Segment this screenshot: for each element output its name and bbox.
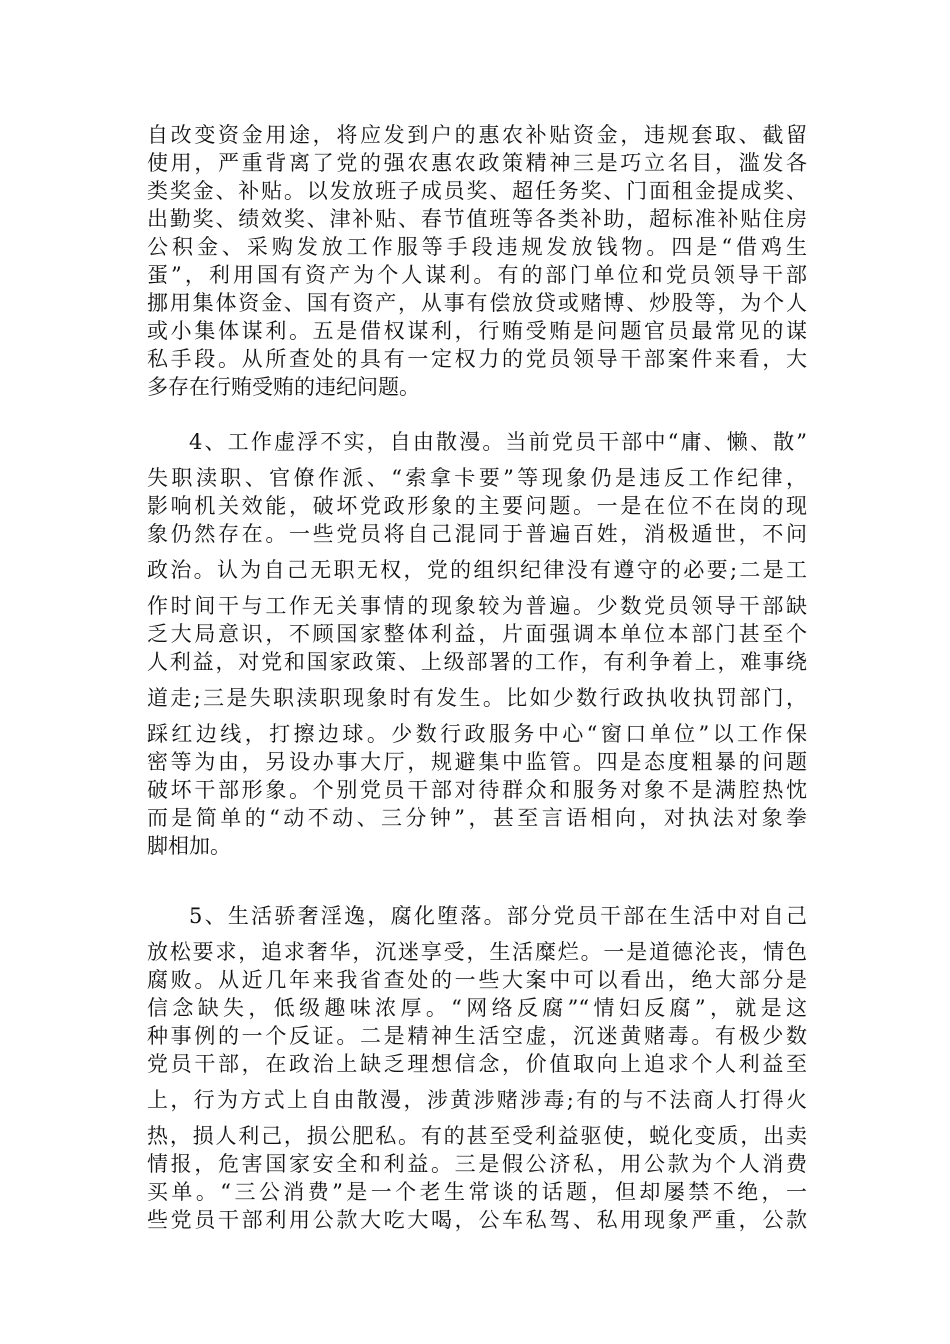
paragraph-line: 踩红边线，打擦边球。少数行政服务中心“窗口单位”以工作保: [147, 722, 807, 746]
paragraph-line: 私手段。从所查处的具有一定权力的党员领导干部案件来看，大: [147, 347, 807, 371]
paragraph-line: 而是简单的“动不动、三分钟”，甚至言语相向，对执法对象拳: [147, 806, 807, 830]
paragraph-line: 自改变资金用途，将应发到户的惠农补贴资金，违规套取、截留: [147, 123, 807, 147]
paragraph-line: 情报，危害国家安全和利益。三是假公济私，用公款为个人消费: [147, 1152, 807, 1176]
paragraph-3: [147, 902, 807, 1234]
paragraph-line: 影响机关效能，破坏党政形象的主要问题。一是在位不在岗的现: [147, 494, 807, 518]
paragraph-line: 热，损人利己，损公肥私。有的甚至受利益驱使，蜕化变质，出卖: [147, 1124, 807, 1148]
paragraph-line: 使用，严重背离了党的强农惠农政策精神三是巧立名目，滥发各: [147, 151, 807, 175]
paragraph-line: 党员干部，在政治上缺乏理想信念，价值取向上追求个人利益至: [147, 1052, 807, 1076]
paragraph-line: 脚相加。: [147, 834, 231, 858]
paragraph-line: 失职渎职、官僚作派、“索拿卡要”等现象仍是违反工作纪律，: [147, 466, 807, 490]
paragraph-line: 种事例的一个反证。二是精神生活空虚，沉迷黄赌毒。有极少数: [147, 1024, 807, 1048]
paragraph-line: 人利益，对党和国家政策、上级部署的工作，有利争着上，难事绕: [147, 650, 807, 674]
paragraph-line: 腐败。从近几年来我省查处的一些大案中可以看出，绝大部分是: [147, 968, 807, 992]
paragraph-line: 象仍然存在。一些党员将自己混同于普遍百姓，消极遁世，不问: [147, 522, 807, 546]
paragraph-line: 类奖金、补贴。以发放班子成员奖、超任务奖、门面租金提成奖、: [147, 179, 807, 203]
paragraph-line: 放松要求，追求奢华，沉迷享受，生活糜烂。一是道德沦丧，情色: [147, 940, 807, 964]
paragraph-line: 破坏干部形象。个别党员干部对待群众和服务对象不是满腔热忱: [147, 778, 807, 802]
paragraph-heading-line: 5、生活骄奢淫逸，腐化堕落。部分党员干部在生活中对自己: [189, 904, 807, 928]
paragraph-line: 或小集体谋利。五是借权谋利，行贿受贿是问题官员最常见的谋: [147, 319, 807, 343]
paragraph-line: 上，行为方式上自由散漫，涉黄涉赌涉毒;有的与不法商人打得火: [147, 1088, 807, 1112]
paragraph-line: 蛋”，利用国有资产为个人谋利。有的部门单位和党员领导干部: [147, 263, 807, 287]
paragraph-line: 些党员干部利用公款大吃大喝，公车私驾、私用现象严重，公款: [147, 1208, 807, 1232]
paragraph-line: 多存在行贿受贿的违纪问题。: [147, 375, 420, 399]
paragraph-line: 买单。“三公消费”是一个老生常谈的话题，但却屡禁不绝，一: [147, 1180, 807, 1204]
paragraph-line: 政治。认为自己无职无权，党的组织纪律没有遵守的必要;二是工: [147, 558, 807, 582]
paragraph-line: 信念缺失，低级趣味浓厚。“网络反腐”“情妇反腐”，就是这: [147, 996, 807, 1020]
paragraph-line: 公积金、采购发放工作服等手段违规发放钱物。四是“借鸡生: [147, 235, 807, 259]
paragraph-line: 道走;三是失职渎职现象时有发生。比如少数行政执收执罚部门，: [147, 686, 807, 710]
paragraph-line: 作时间干与工作无关事情的现象较为普遍。少数党员领导干部缺: [147, 594, 807, 618]
paragraph-line: 乏大局意识，不顾国家整体利益，片面强调本单位本部门甚至个: [147, 622, 807, 646]
paragraph-1: [147, 121, 807, 401]
paragraph-line: 挪用集体资金、国有资产，从事有偿放贷或赌博、炒股等，为个人: [147, 291, 807, 315]
paragraph-line: 密等为由，另设办事大厅，规避集中监管。四是态度粗暴的问题: [147, 750, 807, 774]
paragraph-2: [147, 428, 807, 860]
paragraph-line: 出勤奖、绩效奖、津补贴、春节值班等各类补助，超标准补贴住房: [147, 207, 807, 231]
paragraph-heading-line: 4、工作虚浮不实，自由散漫。当前党员干部中“庸、懒、散”: [189, 430, 807, 454]
